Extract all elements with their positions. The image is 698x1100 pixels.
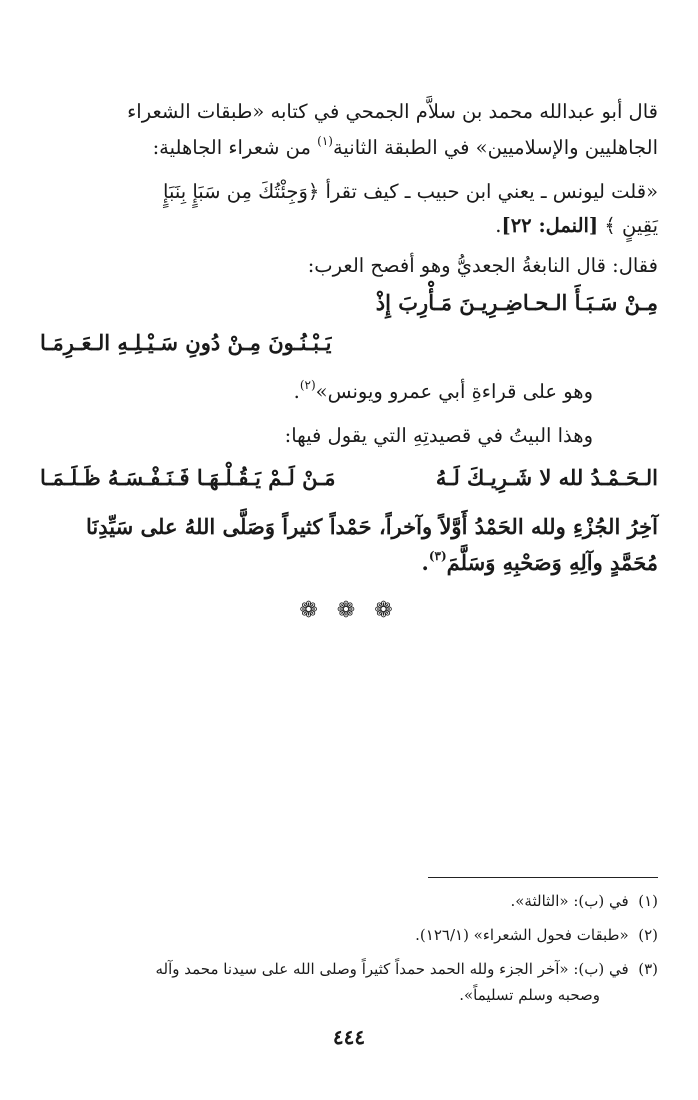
page-number: ٤٤٤ [332, 1025, 366, 1049]
paragraph-reading: وهو على قراءةِ أبي عمرو ويونس»$^{(٢)}$. [293, 377, 593, 403]
paragraph-poem-intro: وهذا البيتُ في قصيدتِهِ التي يقول فيها: [284, 424, 593, 447]
paragraph-nabigha: فقال: قال النابغةُ الجعديُّ وهو أفصح العرب: [307, 254, 658, 277]
footnote-ref-1[interactable]: (١) [317, 133, 333, 148]
footnote-1-marker: (١) [638, 892, 658, 910]
closing-line-2: مُحَمَّدٍ وآلِهِ وَصَحْبِهِ وَسَلَّمَ$^{(٣)}$. [421, 549, 658, 575]
footnote-3-continued: وصحبه وسلم تسليماً». [459, 986, 600, 1004]
paragraph-intro-line-1: قال أبو عبدالله محمد بن سلاَّم الجمحي في كتابه «طبقات الشعراء [127, 100, 658, 123]
footnote-2 [40, 926, 658, 944]
footnote-2-text: «طبقات فحول الشعراء» (١٢٦/١). [415, 926, 629, 944]
verse-1-second-hemistich: يَـبْـنُـونَ مِـنْ دُونِ سَـيْـلِـهِ الـعَـرِمَـا [40, 330, 332, 355]
footnote-3 [28, 960, 658, 978]
paragraph-intro-line-2: الجاهليين والإسلاميين» في الطبقة الثانية$^{(١)}$ من شعراء الجاهلية: [152, 133, 658, 159]
footnote-1 [40, 892, 658, 910]
footnote-3-text: في (ب): «آخر الجزء ولله الحمد حمداً كثيراً وصلى الله على سيدنا محمد وآله [155, 960, 629, 978]
ornament-separator: ❁ ❁ ❁ [299, 598, 399, 623]
verse-2-first-hemistich: الـحَـمْـدُ لله لا شَـرِيـكَ لَـهُ [435, 465, 658, 490]
paragraph-quote-line-2: يَقِينٍ ﴾ [النمل: ٢٢]. [495, 214, 658, 237]
quran-reference: [النمل: ٢٢] [501, 214, 599, 237]
verse-1-first-hemistich: مِـنْ سَـبَـأَ الـحـاضِـرِيـنَ مَـأْرِبَ إِذْ [375, 290, 658, 315]
footnote-ref-3[interactable]: (٣) [428, 549, 447, 563]
footnote-divider [428, 877, 658, 878]
verse-2-second-hemistich: مَـنْ لَـمْ يَـقُـلْـهَـا فَـنَـفْـسَـهُ ظَـلَـمَـا [40, 465, 336, 490]
footnote-1-text: في (ب): «الثالثة». [510, 892, 629, 910]
footnote-2-marker: (٢) [638, 926, 658, 944]
footnote-ref-2[interactable]: (٢) [299, 377, 316, 392]
closing-line-1: آخِرُ الجُزْءِ ولله الحَمْدُ أَوَّلاً وآخراً، حَمْداً كثيراً وَصَلَّى اللهُ على سَيِّدِنَا [85, 514, 658, 539]
footnote-3-marker: (٣) [638, 960, 658, 978]
paragraph-quote-line-1: «قلت ليونس ـ يعني ابن حبيب ـ كيف تقرأ ﴿وَجِئْتُكَ مِن سَبَإٍ بِنَبَإٍ [163, 180, 658, 203]
